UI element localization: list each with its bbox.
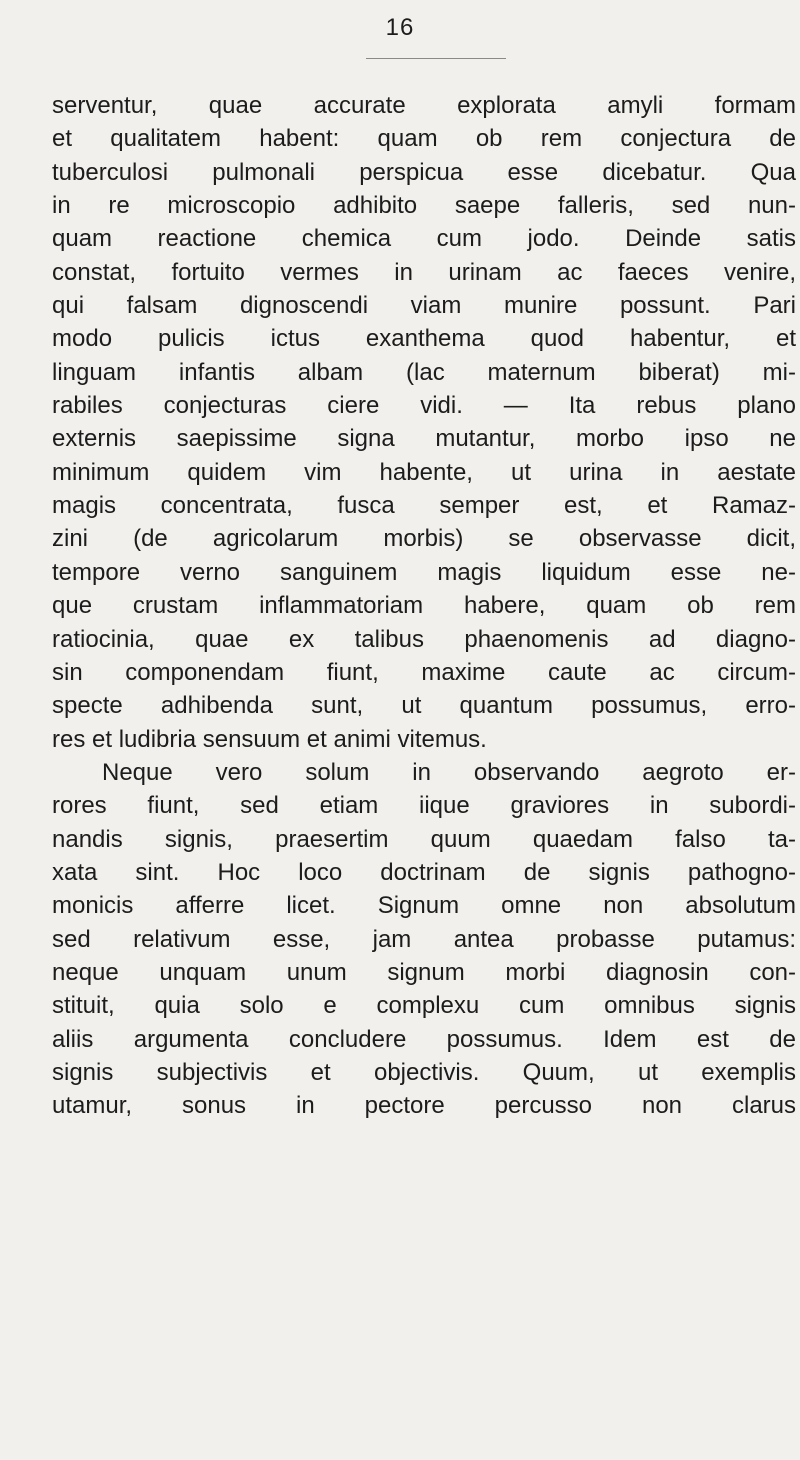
text-line: tempore verno sanguinem magis liquidum esse ne-: [52, 558, 796, 586]
text-line: specte adhibenda sunt, ut quantum possumus, erro-: [52, 692, 796, 720]
text-line: que crustam inflammatoriam habere, quam ob rem: [52, 592, 796, 620]
text-line: linguam infantis albam (lac maternum biberat) mi-: [52, 358, 796, 386]
text-line: constat, fortuito vermes in urinam ac faeces venire,: [52, 258, 796, 286]
body-text: [52, 89, 796, 1123]
text-line: monicis afferre licet. Signum omne non absolutum: [52, 892, 796, 920]
text-line: minimum quidem vim habente, ut urina in aestate: [52, 458, 796, 486]
text-line: et qualitatem habent: quam ob rem conjectura de: [52, 125, 796, 153]
text-line: xata sint. Hoc loco doctrinam de signis pathogno-: [52, 858, 796, 886]
text-line: zini (de agricolarum morbis) se observasse dicit,: [52, 525, 796, 553]
text-line: neque unquam unum signum morbi diagnosin con-: [52, 958, 796, 986]
text-line: magis concentrata, fusca semper est, et Ramaz-: [52, 492, 796, 520]
text-line: modo pulicis ictus exanthema quod habentur, et: [52, 325, 796, 353]
header-rule: [366, 58, 506, 59]
text-line: sin componendam fiunt, maxime caute ac circum-: [52, 658, 796, 686]
text-line: externis saepissime signa mutantur, morbo ipso ne: [52, 425, 796, 453]
text-line: Neque vero solum in observando aegroto er-: [102, 758, 796, 786]
text-line: res et ludibria sensuum et animi vitemus.: [52, 725, 487, 753]
text-line: utamur, sonus in pectore percusso non clarus: [52, 1092, 796, 1120]
text-line: nandis signis, praesertim quum quaedam falso ta-: [52, 825, 796, 853]
text-line: signis subjectivis et objectivis. Quum, ut exemplis: [52, 1058, 796, 1086]
text-line: sed relativum esse, jam antea probasse putamus:: [52, 925, 796, 953]
text-line: serventur, quae accurate explorata amyli formam: [52, 92, 796, 119]
paragraph-2: [52, 756, 796, 1123]
text-line: ratiocinia, quae ex talibus phaenomenis ad diagno-: [52, 625, 796, 653]
text-line: rores fiunt, sed etiam iique graviores in subordi-: [52, 792, 796, 820]
text-line: aliis argumenta concludere possumus. Idem est de: [52, 1025, 796, 1053]
text-line: quam reactione chemica cum jodo. Deinde satis: [52, 225, 796, 253]
text-line: tuberculosi pulmonali perspicua esse dicebatur. Qua: [52, 158, 796, 186]
page-number: 16: [385, 14, 415, 41]
text-line: qui falsam dignoscendi viam munire possunt. Pari: [52, 292, 796, 320]
text-line: in re microscopio adhibito saepe falleris, sed nun-: [52, 192, 796, 220]
paragraph-1: [52, 89, 796, 756]
text-line: rabiles conjecturas ciere vidi. — Ita rebus plano: [52, 392, 796, 420]
text-line: stituit, quia solo e complexu cum omnibus signis: [52, 992, 796, 1020]
